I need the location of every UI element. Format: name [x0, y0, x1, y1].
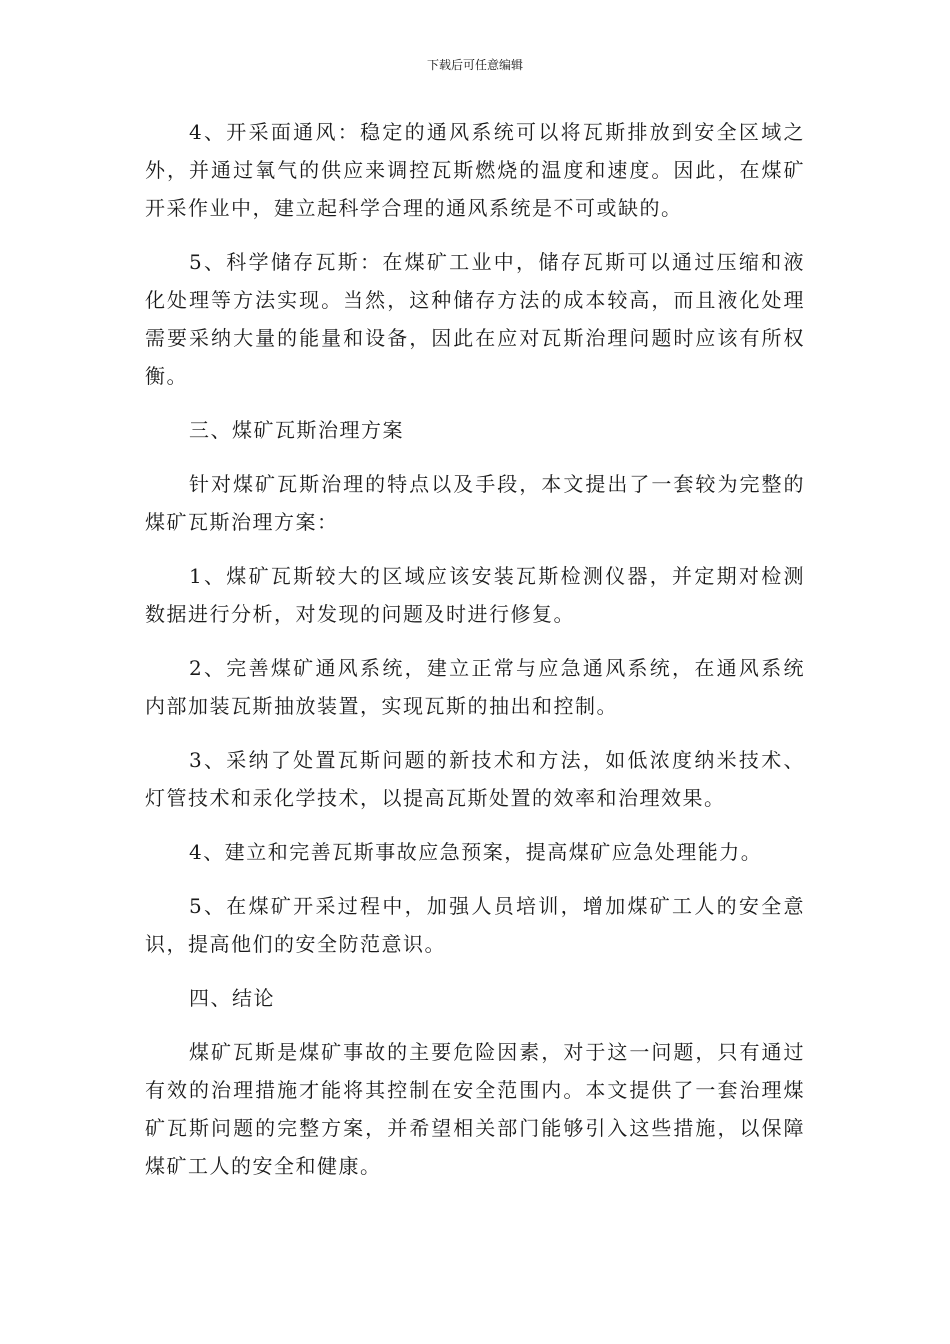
paragraph-conclusion: 煤矿瓦斯是煤矿事故的主要危险因素，对于这一问题，只有通过有效的治理措施才能将其控制在安全范围内。本文提供了一套治理煤矿瓦斯问题的完整方案，并希望相关部门能够引入这些措施，以保障煤矿工人的安全和健康。 [145, 1040, 805, 1178]
paragraph-plan-intro: 针对煤矿瓦斯治理的特点以及手段，本文提出了一套较为完整的煤矿瓦斯治理方案： [145, 472, 805, 534]
document-body [145, 113, 805, 1201]
section-heading-plan: 三、煤矿瓦斯治理方案 [189, 418, 404, 442]
paragraph-plan-item-1: 1、煤矿瓦斯较大的区域应该安装瓦斯检测仪器，并定期对检测数据进行分析，对发现的问题及时进行修复。 [145, 564, 805, 626]
header-note: 下载后可任意编辑 [426, 58, 523, 72]
paragraph-plan-item-3: 3、采纳了处置瓦斯问题的新技术和方法，如低浓度纳米技术、灯管技术和汞化学技术，以提高瓦斯处置的效率和治理效果。 [145, 748, 805, 810]
paragraph-plan-item-2: 2、完善煤矿通风系统，建立正常与应急通风系统，在通风系统内部加装瓦斯抽放装置，实现瓦斯的抽出和控制。 [145, 656, 805, 718]
paragraph-gas-storage: 5、科学储存瓦斯：在煤矿工业中，储存瓦斯可以通过压缩和液化处理等方法实现。当然，这种储存方法的成本较高，而且液化处理需要采纳大量的能量和设备，因此在应对瓦斯治理问题时应该有所权衡。 [145, 250, 805, 388]
section-heading-conclusion: 四、结论 [189, 986, 275, 1010]
paragraph-plan-item-5: 5、在煤矿开采过程中，加强人员培训，增加煤矿工人的安全意识，提高他们的安全防范意识。 [145, 894, 805, 956]
paragraph-ventilation: 4、开采面通风：稳定的通风系统可以将瓦斯排放到安全区域之外，并通过氧气的供应来调控瓦斯燃烧的温度和速度。因此，在煤矿开采作业中，建立起科学合理的通风系统是不可或缺的。 [145, 120, 805, 220]
paragraph-plan-item-4: 4、建立和完善瓦斯事故应急预案，提高煤矿应急处理能力。 [189, 840, 763, 864]
